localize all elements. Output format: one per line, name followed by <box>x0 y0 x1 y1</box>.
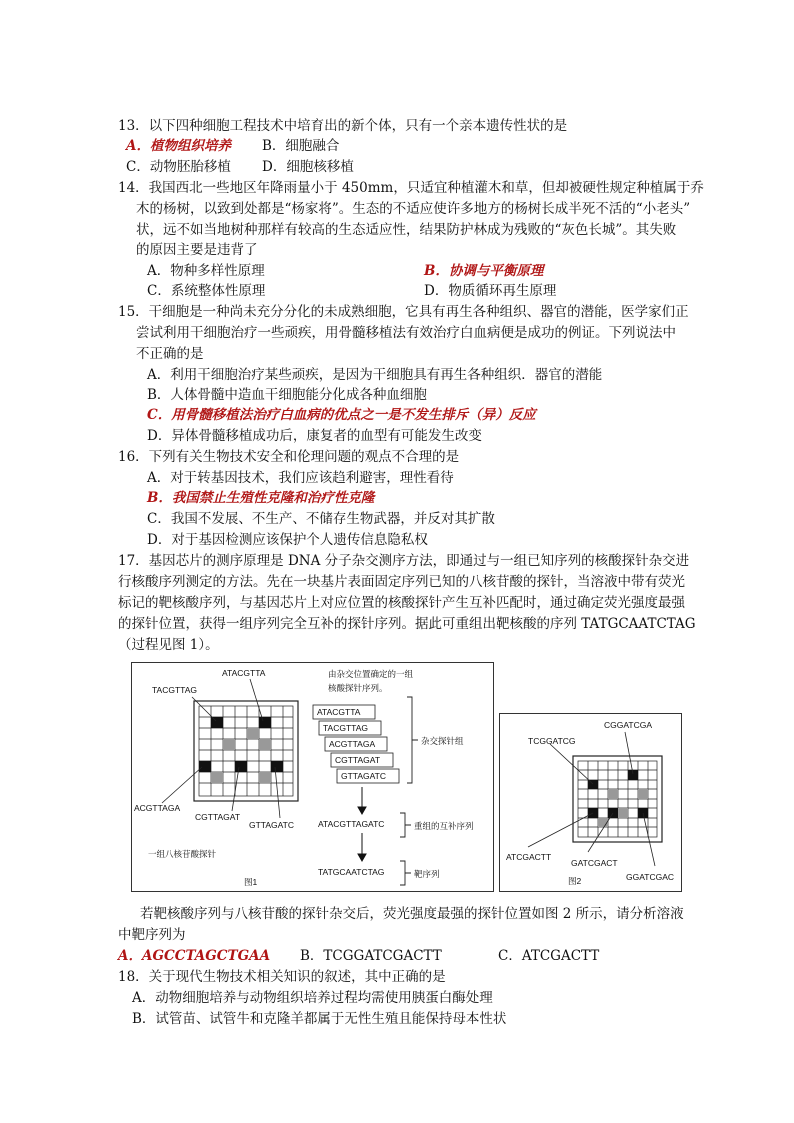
q14-line-1: 14．我国西北一些地区年降雨量小于 450mm，只适宜种植灌木和草，但却被硬性规定种植属于乔 <box>118 180 704 196</box>
q16-stem: 16．下列有关生物技术安全和伦理问题的观点不合理的是 <box>118 449 460 465</box>
target-sequence: TATGCAATCTAG <box>318 867 385 877</box>
spot-dark <box>588 780 598 789</box>
q15-option-c: C．用骨髓移植法治疗白血病的优点之一是不发生排斥（异）反应 <box>147 407 536 423</box>
probe-label: ATACGTTA <box>222 668 266 678</box>
figure-1-header: 由杂交位置确定的一组 <box>328 669 414 679</box>
spot-dark <box>235 761 247 772</box>
q15-line-3: 不正确的是 <box>136 346 204 362</box>
spot-gray <box>608 789 618 799</box>
q16-option-b: B．我国禁止生殖性克隆和治疗性克隆 <box>147 490 375 506</box>
group-brace <box>407 697 418 783</box>
probe-label: ATCGACTT <box>506 852 552 862</box>
probe-label: GTTAGATC <box>249 820 295 830</box>
spot-gray <box>638 789 648 799</box>
q13-stem: 13．以下四种细胞工程技术中培育出的新个体，只有一个亲本遗传性状的是 <box>118 118 568 134</box>
q18-option-a: A．动物细胞培养与动物组织培养过程均需使用胰蛋白酶处理 <box>132 990 493 1006</box>
merged-brace <box>400 813 411 837</box>
q17-after-line-2: 中靶序列为 <box>118 927 186 943</box>
target-label: 靶序列 <box>414 869 440 879</box>
figure-1-diagram <box>132 663 493 891</box>
q17-line-4: 的探针位置，获得一组序列完全互补的探针序列。据此可重组出靶核酸的序列 TATGCAATCTAG <box>118 616 696 632</box>
probe-label: CGGATCGA <box>604 720 653 730</box>
stack-probe: TACGTTAG <box>323 723 369 733</box>
spot-gray <box>223 739 235 750</box>
target-brace <box>400 861 411 885</box>
probe-label: GATCGACT <box>571 858 618 868</box>
group-label: 杂交探针组 <box>421 736 464 746</box>
probe-label: GGATCGAC <box>626 872 675 882</box>
spot-gray <box>259 739 271 750</box>
q15-line-2: 尝试利用干细胞治疗一些顽疾，用骨髓移植法有效治疗白血病便是成功的例证。下列说法中 <box>136 325 676 341</box>
figure-1-header: 核酸探针序列。 <box>328 683 388 693</box>
q17-line-2: 行核酸序列测定的方法。先在一块基片表面固定序列已知的八核苷酸的探针，当溶液中带有荧光 <box>118 574 685 590</box>
q14-option-b: B．协调与平衡原理 <box>424 263 544 279</box>
spot-dark <box>211 717 223 728</box>
q15-option-a: A．利用干细胞治疗某些顽疾，是因为干细胞具有再生各种组织．器官的潜能 <box>147 367 603 383</box>
stack-probe: CGTTAGAT <box>335 755 381 765</box>
q14-line-4: 的原因主要是违背了 <box>136 242 258 258</box>
q18-option-b: B．试管苗、试管牛和克隆羊都属于无性生殖且能保持母本性状 <box>132 1011 507 1027</box>
q15-option-d: D．异体骨髓移植成功后，康复者的血型有可能发生改变 <box>147 428 482 444</box>
q16-option-a: A．对于转基因技术，我们应该趋利避害，理性看待 <box>147 470 454 486</box>
q17-option-b: B．TCGGATCGACTT <box>300 948 442 964</box>
q14-option-c: C．系统整体性原理 <box>147 283 266 299</box>
spot-dark <box>628 770 638 780</box>
q14-line-3: 状，远不如当地树种那样有较高的生态适应性，结果防护林成为残败的“灰色长城”。其失败 <box>136 222 677 238</box>
figure-1 <box>131 662 494 892</box>
q15-option-b: B．人体骨髓中造血干细胞能分化成各种血细胞 <box>147 387 427 403</box>
probe-label: CGTTAGAT <box>195 812 241 822</box>
q16-option-c: C．我国不发展、不生产、不储存生物武器，并反对其扩散 <box>147 511 495 527</box>
q17-option-c: C．ATCGACTT <box>498 948 600 964</box>
q14-option-a: A．物种多样性原理 <box>147 263 265 279</box>
q17-line-3: 标记的靶核酸序列，与基因芯片上对应位置的核酸探针产生互补匹配时，通过确定荧光强度最强 <box>118 595 685 611</box>
q13-option-c: C．动物胚胎移植 <box>126 159 231 175</box>
chip-frame <box>194 701 298 801</box>
figure-2 <box>499 713 682 892</box>
merged-label: 重组的互补序列 <box>414 821 474 831</box>
spot-gray <box>247 728 259 739</box>
q13-option-b: B．细胞融合 <box>262 138 340 154</box>
q14-option-d: D．物质循环再生原理 <box>424 283 557 299</box>
probe-set-label: 一组八核苷酸探针 <box>148 849 217 859</box>
q17-option-a: A．AGCCTAGCTGAA <box>118 948 271 964</box>
q17-after-line-1: 若靶核酸序列与八核苷酸的探针杂交后，荧光强度最强的探针位置如图 2 所示，请分析溶液 <box>140 906 684 922</box>
spot-gray <box>211 772 223 783</box>
spot-dark <box>259 717 271 728</box>
figure-2-diagram <box>500 714 681 891</box>
q14-line-2: 木的杨树，以致到处都是“杨家将”。生态的不适应使许多地方的杨树长成半死不活的“小老头” <box>136 201 691 217</box>
spot-gray <box>618 808 628 818</box>
spot-gray <box>259 772 271 783</box>
probe-label: TCGGATCG <box>528 736 576 746</box>
stack-probe: GTTAGATC <box>341 771 387 781</box>
q13-option-a: A．植物组织培养 <box>126 138 231 154</box>
probe-label: ACGTTAGA <box>134 803 181 813</box>
spot-dark <box>199 761 211 772</box>
q18-stem: 18．关于现代生物技术相关知识的叙述，其中正确的是 <box>118 969 446 985</box>
q16-option-d: D．对于基因检测应该保护个人遗传信息隐私权 <box>147 532 428 548</box>
spot-dark <box>271 761 283 772</box>
q13-option-d: D．细胞核移植 <box>262 159 354 175</box>
q17-line-1: 17．基因芯片的测序原理是 DNA 分子杂交测序方法，即通过与一组已知序列的核酸探针杂交进 <box>118 553 690 569</box>
q17-line-5: （过程见图 1）。 <box>118 637 219 653</box>
probe-label: TACGTTAG <box>152 685 198 695</box>
figure-2-caption: 图2 <box>568 876 582 886</box>
figure-1-caption: 图1 <box>244 877 258 887</box>
q15-line-1: 15．干细胞是一种尚未充分分化的未成熟细胞，它具有再生各种组织、器官的潜能，医学家们正 <box>118 304 689 320</box>
stack-probe: ATACGTTA <box>317 707 361 717</box>
merged-sequence: ATACGTTAGATC <box>318 819 385 829</box>
stack-probe: ACGTTAGA <box>329 739 376 749</box>
